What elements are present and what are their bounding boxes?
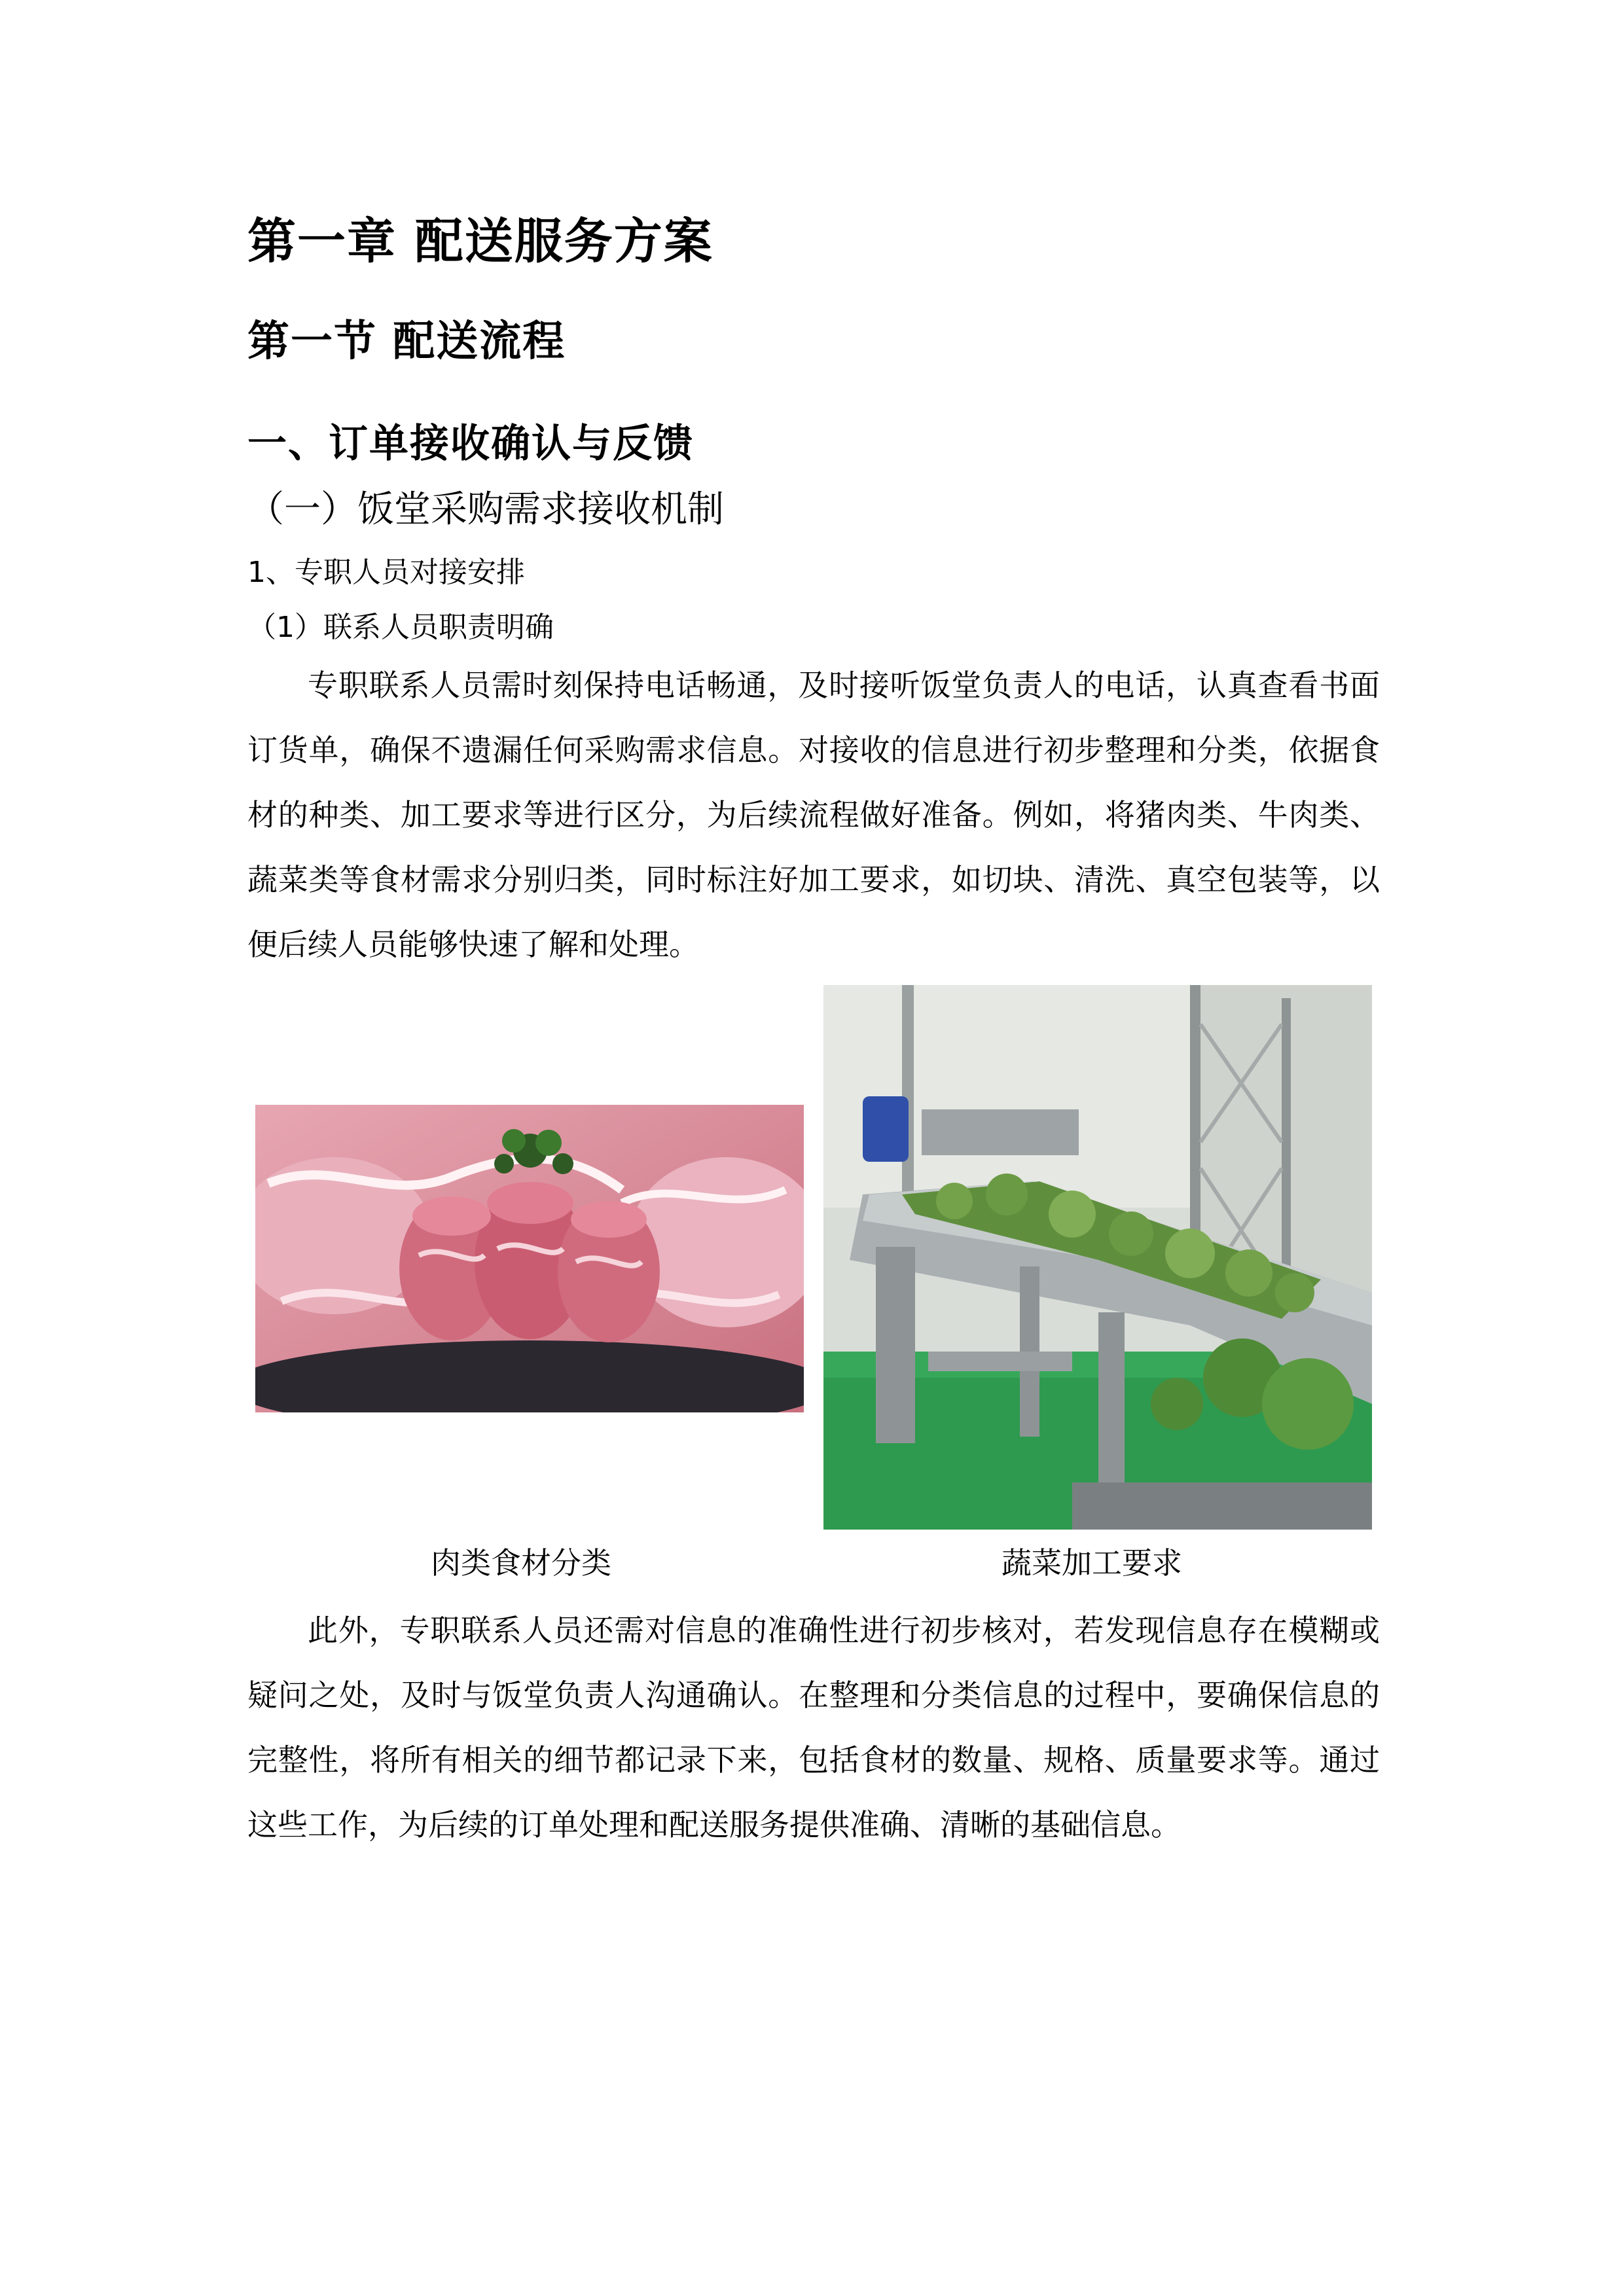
body-paragraph-2: 此外，专职联系人员还需对信息的准确性进行初步核对，若发现信息存在模糊或疑问之处，及时与饭堂负责人沟通确认。在整理和分类信息的过程中，要确保信息的完整性，将所有相关的细节都记录下来，包括食材的数量、规格、质量要求等。通过这些工作，为后续的订单处理和配送服务提供准确、清晰的基础信息。 — [247, 1613, 1380, 1842]
meat-photo — [255, 1105, 804, 1412]
subsection-title: 一、订单接收确认与反馈 — [247, 421, 694, 467]
item-title: 1、专职人员对接安排 — [247, 556, 525, 589]
body-paragraph-1: 专职联系人员需时刻保持电话畅通，及时接听饭堂负责人的电话，认真查看书面订货单，确保不遗漏任何采购需求信息。对接收的信息进行初步整理和分类，依据食材的种类、加工要求等进行区分，为后续流程做好准备。例如，将猪肉类、牛肉类、蔬菜类等食材需求分别归类，同时标注好加工要求，如切块、清洗、真空包装等，以便后续人员能够快速了解和处理。 — [247, 668, 1380, 962]
sub-subsection-title: （一）饭堂采购需求接收机制 — [247, 488, 724, 531]
figure-caption-meat: 肉类食材分类 — [431, 1545, 611, 1581]
vegetable-processing-photo — [823, 985, 1372, 1530]
section-title: 第一节 配送流程 — [247, 317, 566, 366]
chapter-title: 第一章 配送服务方案 — [247, 213, 713, 270]
sub-item-title: （1）联系人员职责明确 — [247, 611, 554, 644]
figure-caption-vegetable: 蔬菜加工要求 — [1001, 1545, 1182, 1581]
